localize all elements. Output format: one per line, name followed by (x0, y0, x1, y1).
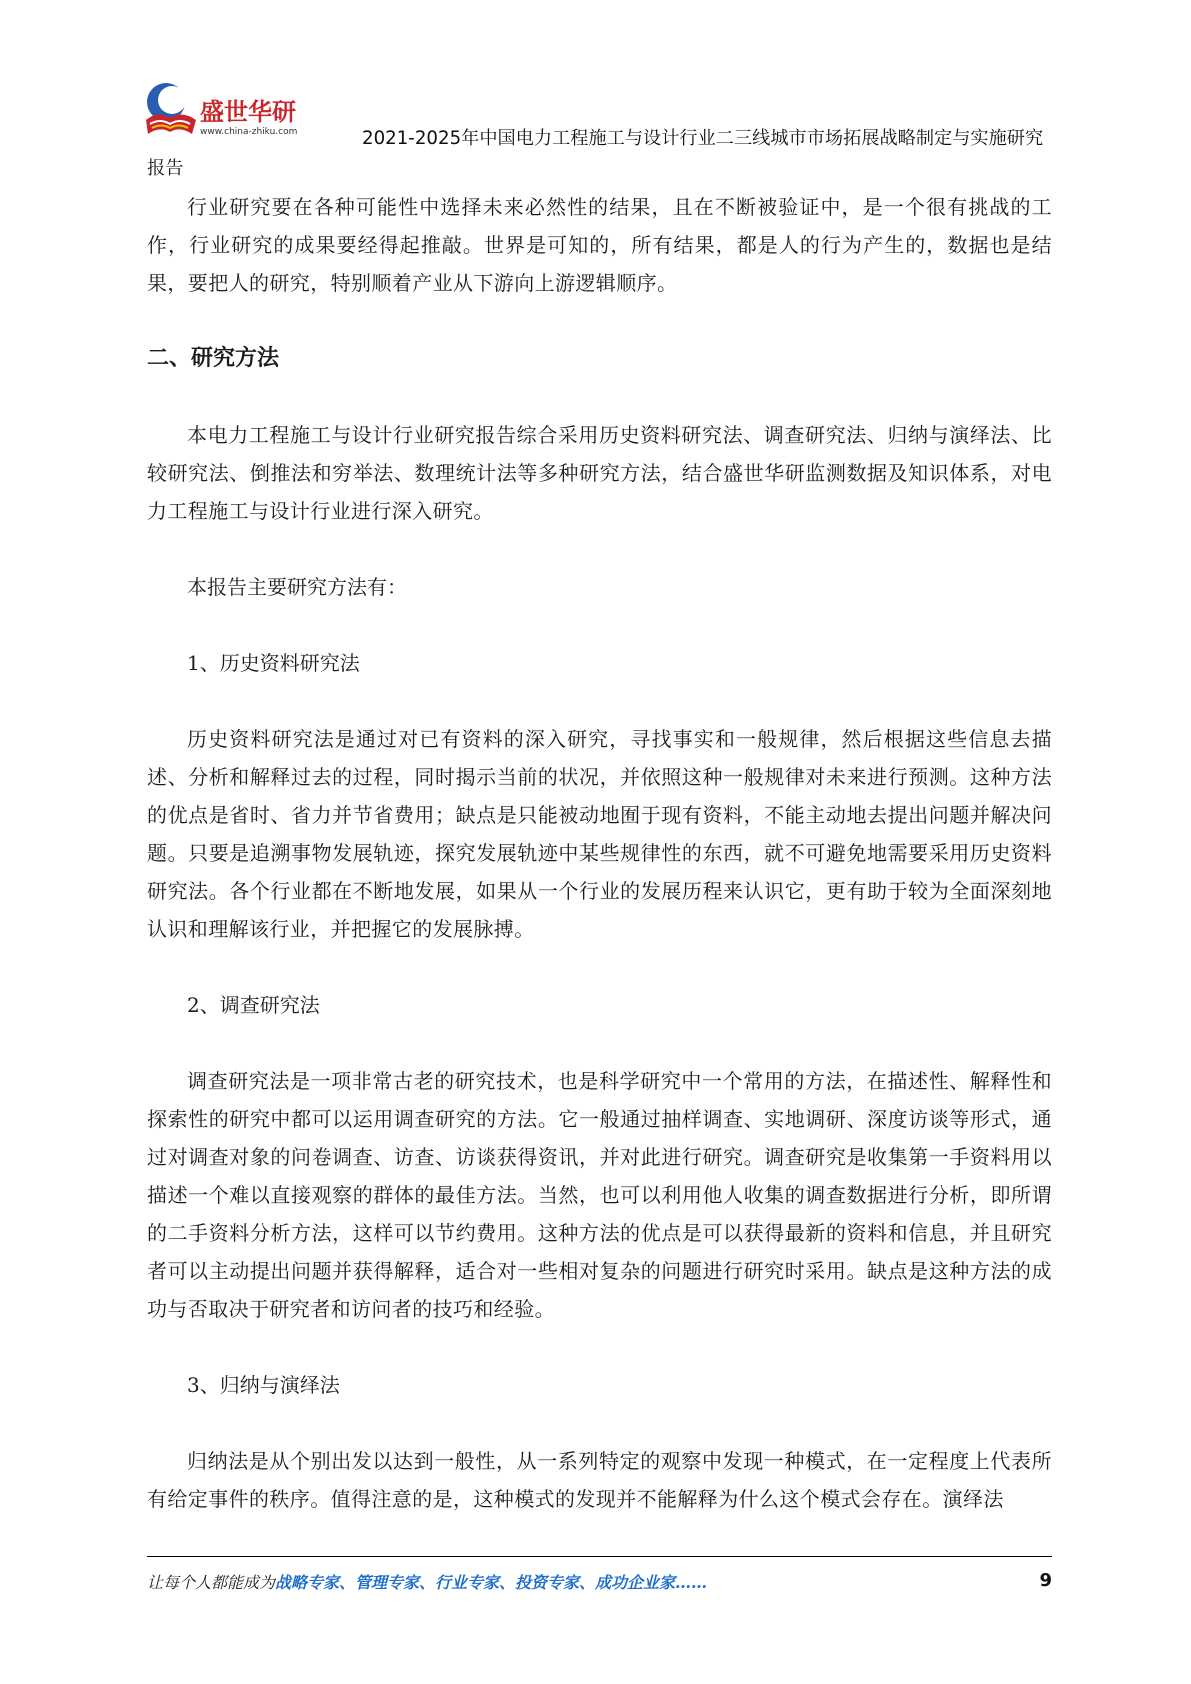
logo-url: www.china-zhiku.com (200, 127, 298, 137)
intro-paragraph: 行业研究要在各种可能性中选择未来必然性的结果，且在不断被验证中，是一个很有挑战的工作，行业研究的成果要经得起推敲。世界是可知的，所有结果，都是人的行为产生的，数据也是结果，要把人的研究，特别顺着产业从下游向上游逻辑顺序。 (147, 195, 1052, 295)
page-footer (147, 1570, 1052, 1593)
section-heading: 二、研究方法 (147, 346, 280, 371)
methods-paragraph: 本电力工程施工与设计行业研究报告综合采用历史资料研究法、调查研究法、归纳与演绎法、比较研究法、倒推法和穷举法、数理统计法等多种研究方法，结合盛世华研监测数据及知识体系，对电力工程施工与设计行业进行深入研究。 (147, 423, 1052, 523)
main-methods-label: 本报告主要研究方法有： (187, 575, 407, 599)
logo-name: 盛世华研 (200, 98, 296, 126)
method-1-title: 1、历史资料研究法 (187, 651, 360, 675)
page-body (147, 188, 1052, 1518)
page-number: 9 (1039, 1570, 1052, 1591)
method-1-body: 历史资料研究法是通过对已有资料的深入研究，寻找事实和一般规律，然后根据这些信息去描述、分析和解释过去的过程，同时揭示当前的状况，并依照这种一般规律对未来进行预测。这种方法的优点是省时、省力并节省费用；缺点是只能被动地囿于现有资料，不能主动地去提出问题并解决问题。只要是追溯事物发展轨迹，探究发展轨迹中某些规律性的东西，就不可避免地需要采用历史资料研究法。各个行业都在不断地发展，如果从一个行业的发展历程来认识它，更有助于较为全面深刻地认识和理解该行业，并把握它的发展脉搏。 (147, 727, 1052, 941)
method-3-title: 3、归纳与演绎法 (187, 1373, 340, 1397)
footer-divider (147, 1556, 1052, 1557)
report-title: 2021-2025年中国电力工程施工与设计行业二三线城市市场拓展战略制定与实施研究报告 (147, 128, 1044, 179)
method-2-title: 2、调查研究法 (187, 993, 320, 1017)
page-header (0, 0, 1191, 190)
method-3-body: 归纳法是从个别出发以达到一般性，从一系列特定的观察中发现一种模式，在一定程度上代表所有给定事件的秩序。值得注意的是，这种模式的发现并不能解释为什么这个模式会存在。演绎法 (147, 1449, 1052, 1511)
footer-slogan-roles: 战略专家、管理专家、行业专家、投资专家、成功企业家…… (275, 1573, 708, 1592)
footer-slogan-lead: 让每个人都能成为 (147, 1573, 276, 1592)
method-2-body: 调查研究法是一项非常古老的研究技术，也是科学研究中一个常用的方法，在描述性、解释性和探索性的研究中都可以运用调查研究的方法。它一般通过抽样调查、实地调研、深度访谈等形式，通过对调查对象的问卷调查、访查、访谈获得资讯，并对此进行研究。调查研究是收集第一手资料用以描述一个难以直接观察的群体的最佳方法。当然，也可以利用他人收集的调查数据进行分析，即所谓的二手资料分析方法，这样可以节约费用。这种方法的优点是可以获得最新的资料和信息，并且研究者可以主动提出问题并获得解释，适合对一些相对复杂的问题进行研究时采用。缺点是这种方法的成功与否取决于研究者和访问者的技巧和经验。 (147, 1069, 1052, 1321)
